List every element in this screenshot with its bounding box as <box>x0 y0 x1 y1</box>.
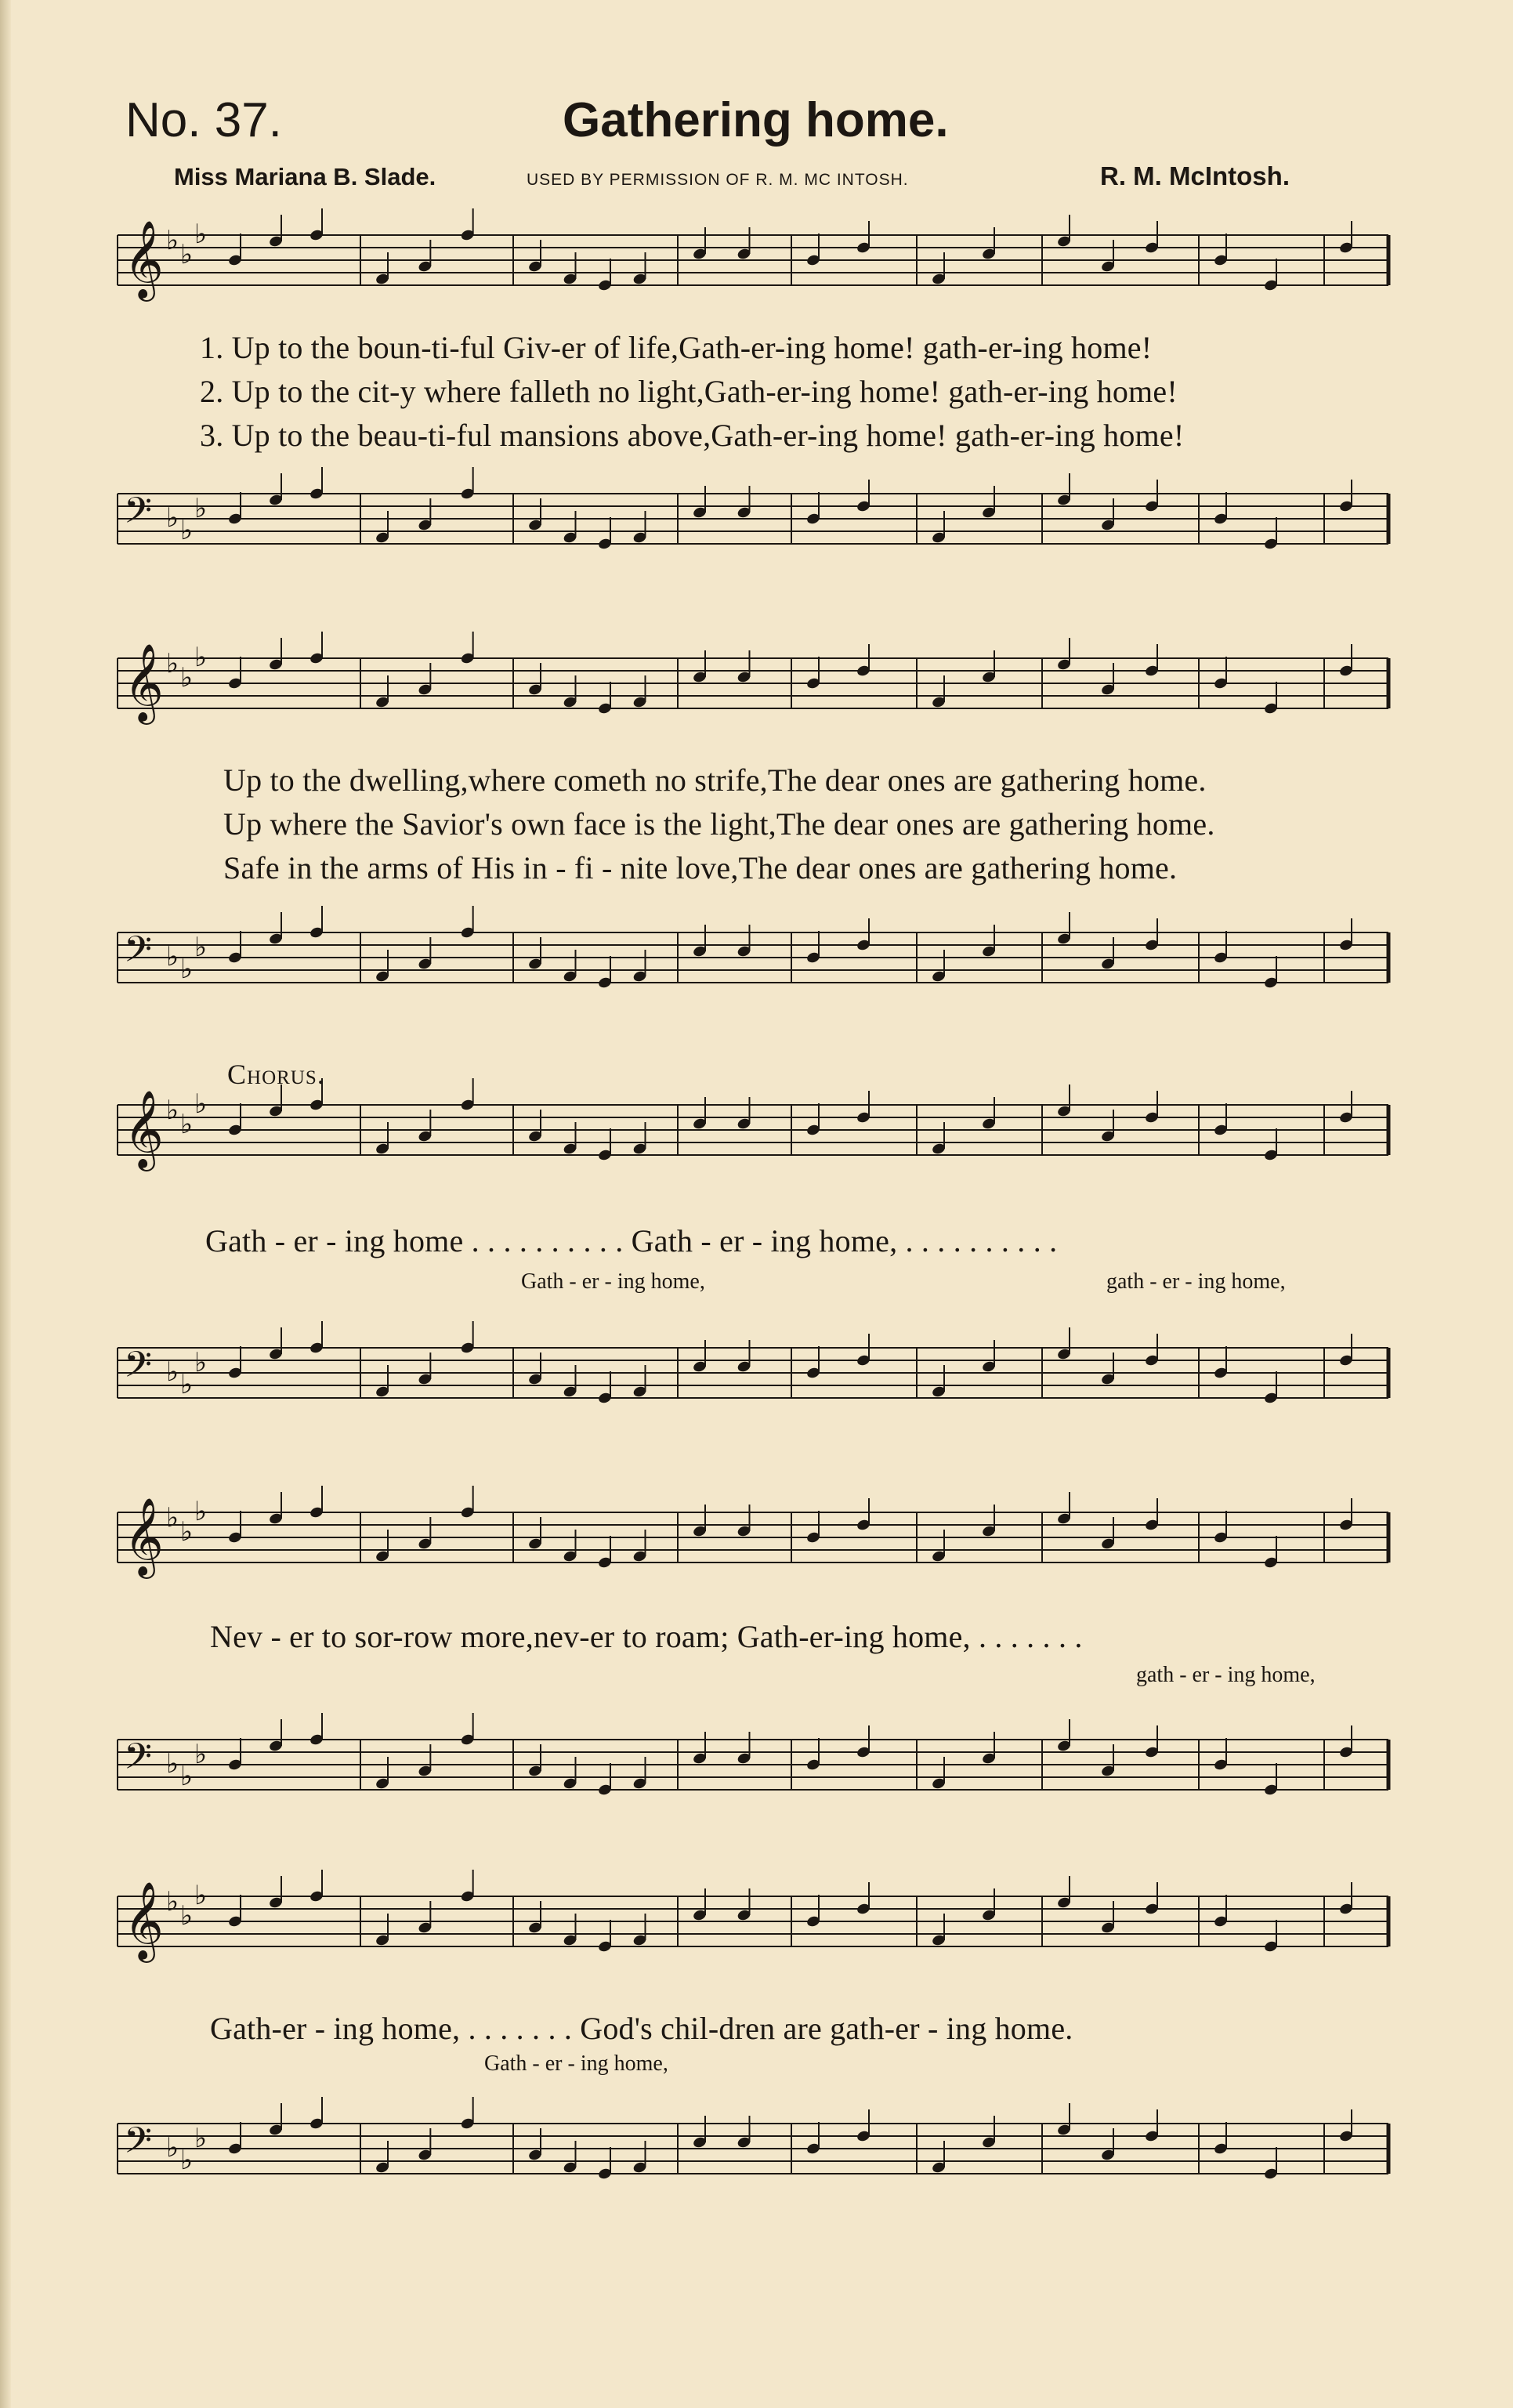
flat-sign-icon: ♭ <box>166 1356 179 1388</box>
bass-staff <box>118 2116 1388 2186</box>
flat-sign-icon: ♭ <box>166 225 179 256</box>
bass-clef-icon: 𝄢 <box>124 1736 153 1787</box>
flat-sign-icon: ♭ <box>180 1761 194 1792</box>
permission-note: USED BY PERMISSION OF R. M. MC INTOSH. <box>527 171 909 189</box>
chorus-line: Gath - er - ing home . . . . . . . . . . Gath - er - ing home, . . . . . . . . . . <box>205 1223 1058 1258</box>
verse-3-line: Safe in the arms of His in - fi - nite love,The dear ones are gathering home. <box>223 850 1178 885</box>
flat-sign-icon: ♭ <box>166 1502 179 1534</box>
composer-credit: R. M. McIntosh. <box>1100 161 1290 190</box>
bass-staff <box>118 486 1388 556</box>
treble-clef-icon: 𝄞 <box>124 643 164 722</box>
bass-staff <box>118 1340 1388 1410</box>
verse-1-line: Up to the dwelling,where cometh no strife,The dear ones are gathering home. <box>223 762 1207 798</box>
bass-staff <box>118 1732 1388 1802</box>
verse-3-line: 3. Up to the beau-ti-ful mansions above,Gath-er-ing home! gath-er-ing home! <box>200 418 1185 453</box>
music-system-4 <box>118 1457 1388 1865</box>
flat-sign-icon: ♭ <box>194 642 208 673</box>
page-binding-edge <box>0 0 11 2408</box>
echo-text: Gath - er - ing home, <box>521 1269 705 1294</box>
flat-sign-icon: ♭ <box>166 502 179 534</box>
flat-sign-icon: ♭ <box>166 1886 179 1917</box>
treble-clef-icon: 𝄞 <box>124 1497 164 1576</box>
music-system-1 <box>118 219 1388 635</box>
flat-sign-icon: ♭ <box>180 1516 194 1548</box>
flat-sign-icon: ♭ <box>180 2145 194 2176</box>
music-system-2 <box>118 635 1388 1042</box>
bass-clef-icon: 𝄢 <box>124 2120 153 2171</box>
bass-clef-icon: 𝄢 <box>124 929 153 979</box>
treble-clef-icon: 𝄞 <box>124 1090 164 1168</box>
flat-sign-icon: ♭ <box>180 239 194 270</box>
hymn-number: No. 37. <box>125 93 282 147</box>
flat-sign-icon: ♭ <box>180 1109 194 1140</box>
music-system-3 <box>118 1050 1388 1457</box>
flat-sign-icon: ♭ <box>194 219 208 250</box>
flat-sign-icon: ♭ <box>194 1880 208 1911</box>
music-system-5 <box>118 1841 1388 2249</box>
flat-sign-icon: ♭ <box>166 1095 179 1126</box>
treble-staff <box>118 642 1388 722</box>
chorus-line: Gath-er - ing home, . . . . . . . God's chil-dren are gath-er - ing home. <box>210 2011 1073 2046</box>
flat-sign-icon: ♭ <box>166 1748 179 1780</box>
treble-clef-icon: 𝄞 <box>124 1881 164 1960</box>
treble-staff <box>118 1880 1388 1960</box>
flat-sign-icon: ♭ <box>180 954 194 985</box>
flat-sign-icon: ♭ <box>194 1088 208 1120</box>
echo-text: gath - er - ing home, <box>1106 1269 1286 1294</box>
verse-1-line: 1. Up to the boun-ti-ful Giv-er of life,Gath-er-ing home! gath-er-ing home! <box>200 330 1153 365</box>
flat-sign-icon: ♭ <box>194 932 208 963</box>
treble-staff <box>118 219 1388 299</box>
bass-staff <box>118 925 1388 995</box>
treble-clef-icon: 𝄞 <box>124 220 164 299</box>
chorus-label: Chorus. <box>227 1059 325 1090</box>
echo-text: Gath - er - ing home, <box>484 2051 668 2076</box>
flat-sign-icon: ♭ <box>166 941 179 972</box>
bass-clef-icon: 𝄢 <box>124 1344 153 1395</box>
treble-staff <box>118 1496 1388 1576</box>
treble-staff <box>118 1088 1388 1168</box>
flat-sign-icon: ♭ <box>194 1739 208 1770</box>
author-credit: Miss Mariana B. Slade. <box>174 163 436 190</box>
flat-sign-icon: ♭ <box>180 1369 194 1400</box>
flat-sign-icon: ♭ <box>180 662 194 693</box>
flat-sign-icon: ♭ <box>194 1496 208 1527</box>
flat-sign-icon: ♭ <box>194 1347 208 1378</box>
hymn-title: Gathering home. <box>563 93 949 147</box>
bass-clef-icon: 𝄢 <box>124 490 153 541</box>
flat-sign-icon: ♭ <box>194 2123 208 2154</box>
chorus-line: Nev - er to sor-row more,nev-er to roam; Gath-er-ing home, . . . . . . . <box>210 1619 1083 1654</box>
flat-sign-icon: ♭ <box>166 2132 179 2164</box>
flat-sign-icon: ♭ <box>194 493 208 524</box>
flat-sign-icon: ♭ <box>180 1900 194 1932</box>
verse-2-line: 2. Up to the cit-y where falleth no light,Gath-er-ing home! gath-er-ing home! <box>200 374 1178 409</box>
flat-sign-icon: ♭ <box>180 515 194 546</box>
flat-sign-icon: ♭ <box>166 648 179 679</box>
verse-2-line: Up where the Savior's own face is the light,The dear ones are gathering home. <box>223 806 1215 842</box>
echo-text: gath - er - ing home, <box>1136 1663 1316 1687</box>
